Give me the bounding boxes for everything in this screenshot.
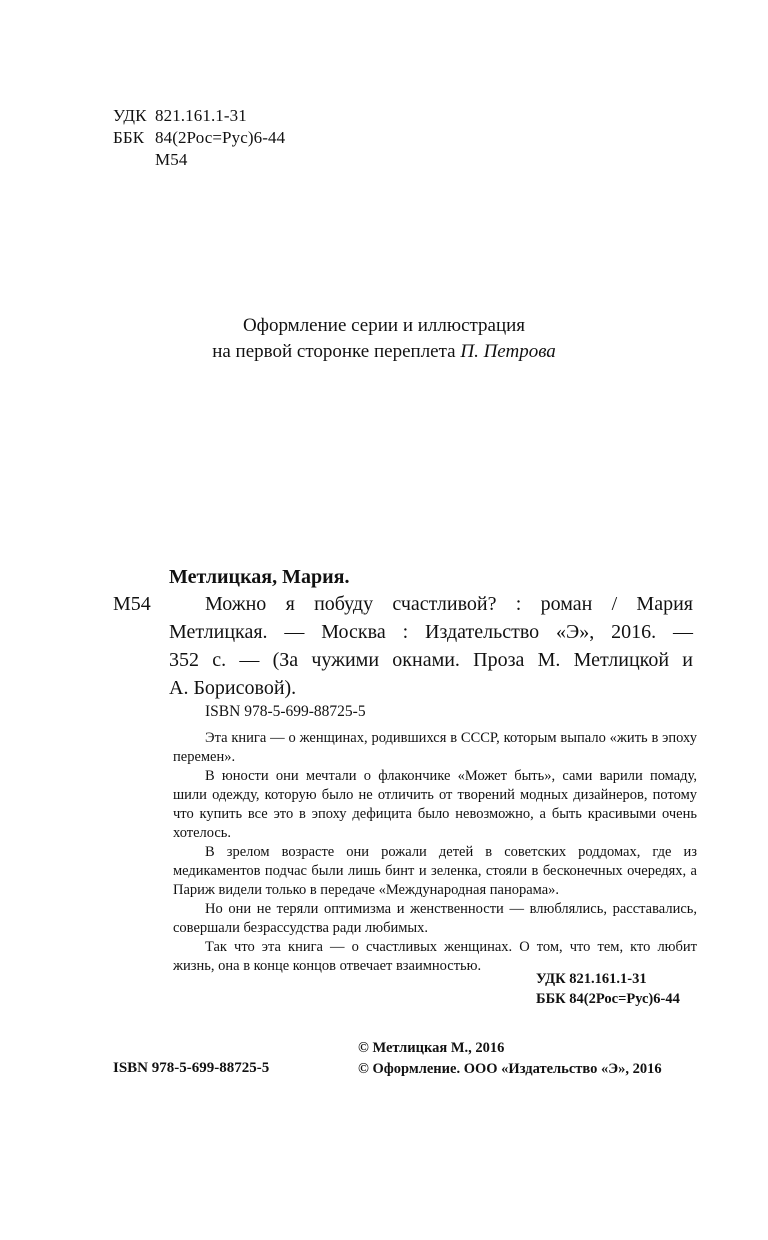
record-code: М54 [113,593,151,615]
annotation-paragraph-1: Эта книга — о женщинах, родившихся в СССР, которым выпало «жить в эпоху перемен». [173,730,697,765]
description-line-3: 352 с. — (За чужими окнами. Проза М. Метлицкой и [169,649,693,671]
udk-value: 821.161.1-31 [155,106,247,125]
description-line-4: А. Борисовой). [169,677,297,699]
annotation-paragraph-4: Но они не теряли оптимизма и женственности — влюблялись, расставались, совершали безрассудства ради любимых. [173,901,697,936]
credit-artist: П. Петрова [460,341,556,362]
copyright-line-1: © Метлицкая М., 2016 [358,1040,505,1056]
annotation-paragraph-5: Так что эта книга — о счастливых женщинах. О том, что тем, кто любит жизнь, она в конце концов отвечает взаимностью. [173,939,697,974]
bottom-udk: УДК 821.161.1-31 [536,971,647,987]
classification-bottom [536,970,680,1009]
bottom-bbk: ББК 84(2Рос=Рус)6-44 [536,990,680,1007]
copyright [358,1038,662,1080]
isbn-bottom: ISBN 978-5-699-88725-5 [113,1060,270,1076]
design-credit [0,313,768,365]
record-author: Метлицкая, Мария. [169,566,350,588]
record-description [169,590,693,702]
annotation-paragraph-2: В юности они мечтали о флакончике «Может быть», сами варили помаду, шили одежду, которую было не отличить от творений модных дизайнеров, потому что купить все это в эпоху дефицита было невозможно, а быть красивыми очень хотелось. [173,768,697,841]
annotation [173,729,697,976]
credit-line-1: Оформление серии и иллюстрация [242,315,526,336]
credit-line-2 [0,339,768,365]
annotation-paragraph-3: В зрелом возрасте они рожали детей в советских роддомах, где из медикаментов подчас были лишь бинт и зеленка, стояли в бесконечных очередях, а Париж видели только в передаче «Международная панорама». [173,844,697,898]
bbk-label: ББК [113,128,145,147]
description-line-2: Метлицкая. — Москва : Издательство «Э», 2016. — [169,621,693,643]
copyright-line-2: © Оформление. ООО «Издательство «Э», 2016 [358,1061,662,1077]
author-mark: М54 [155,150,188,169]
classification-top [113,105,285,171]
udk-label: УДК [113,106,147,125]
record-isbn: ISBN 978-5-699-88725-5 [205,703,366,720]
credit-line-2-text: на первой сторонке переплета [212,341,456,362]
bbk-value: 84(2Рос=Рус)6-44 [155,128,286,147]
description-line-1: Можно я побуду счастливой? : роман / Мария [205,593,693,615]
